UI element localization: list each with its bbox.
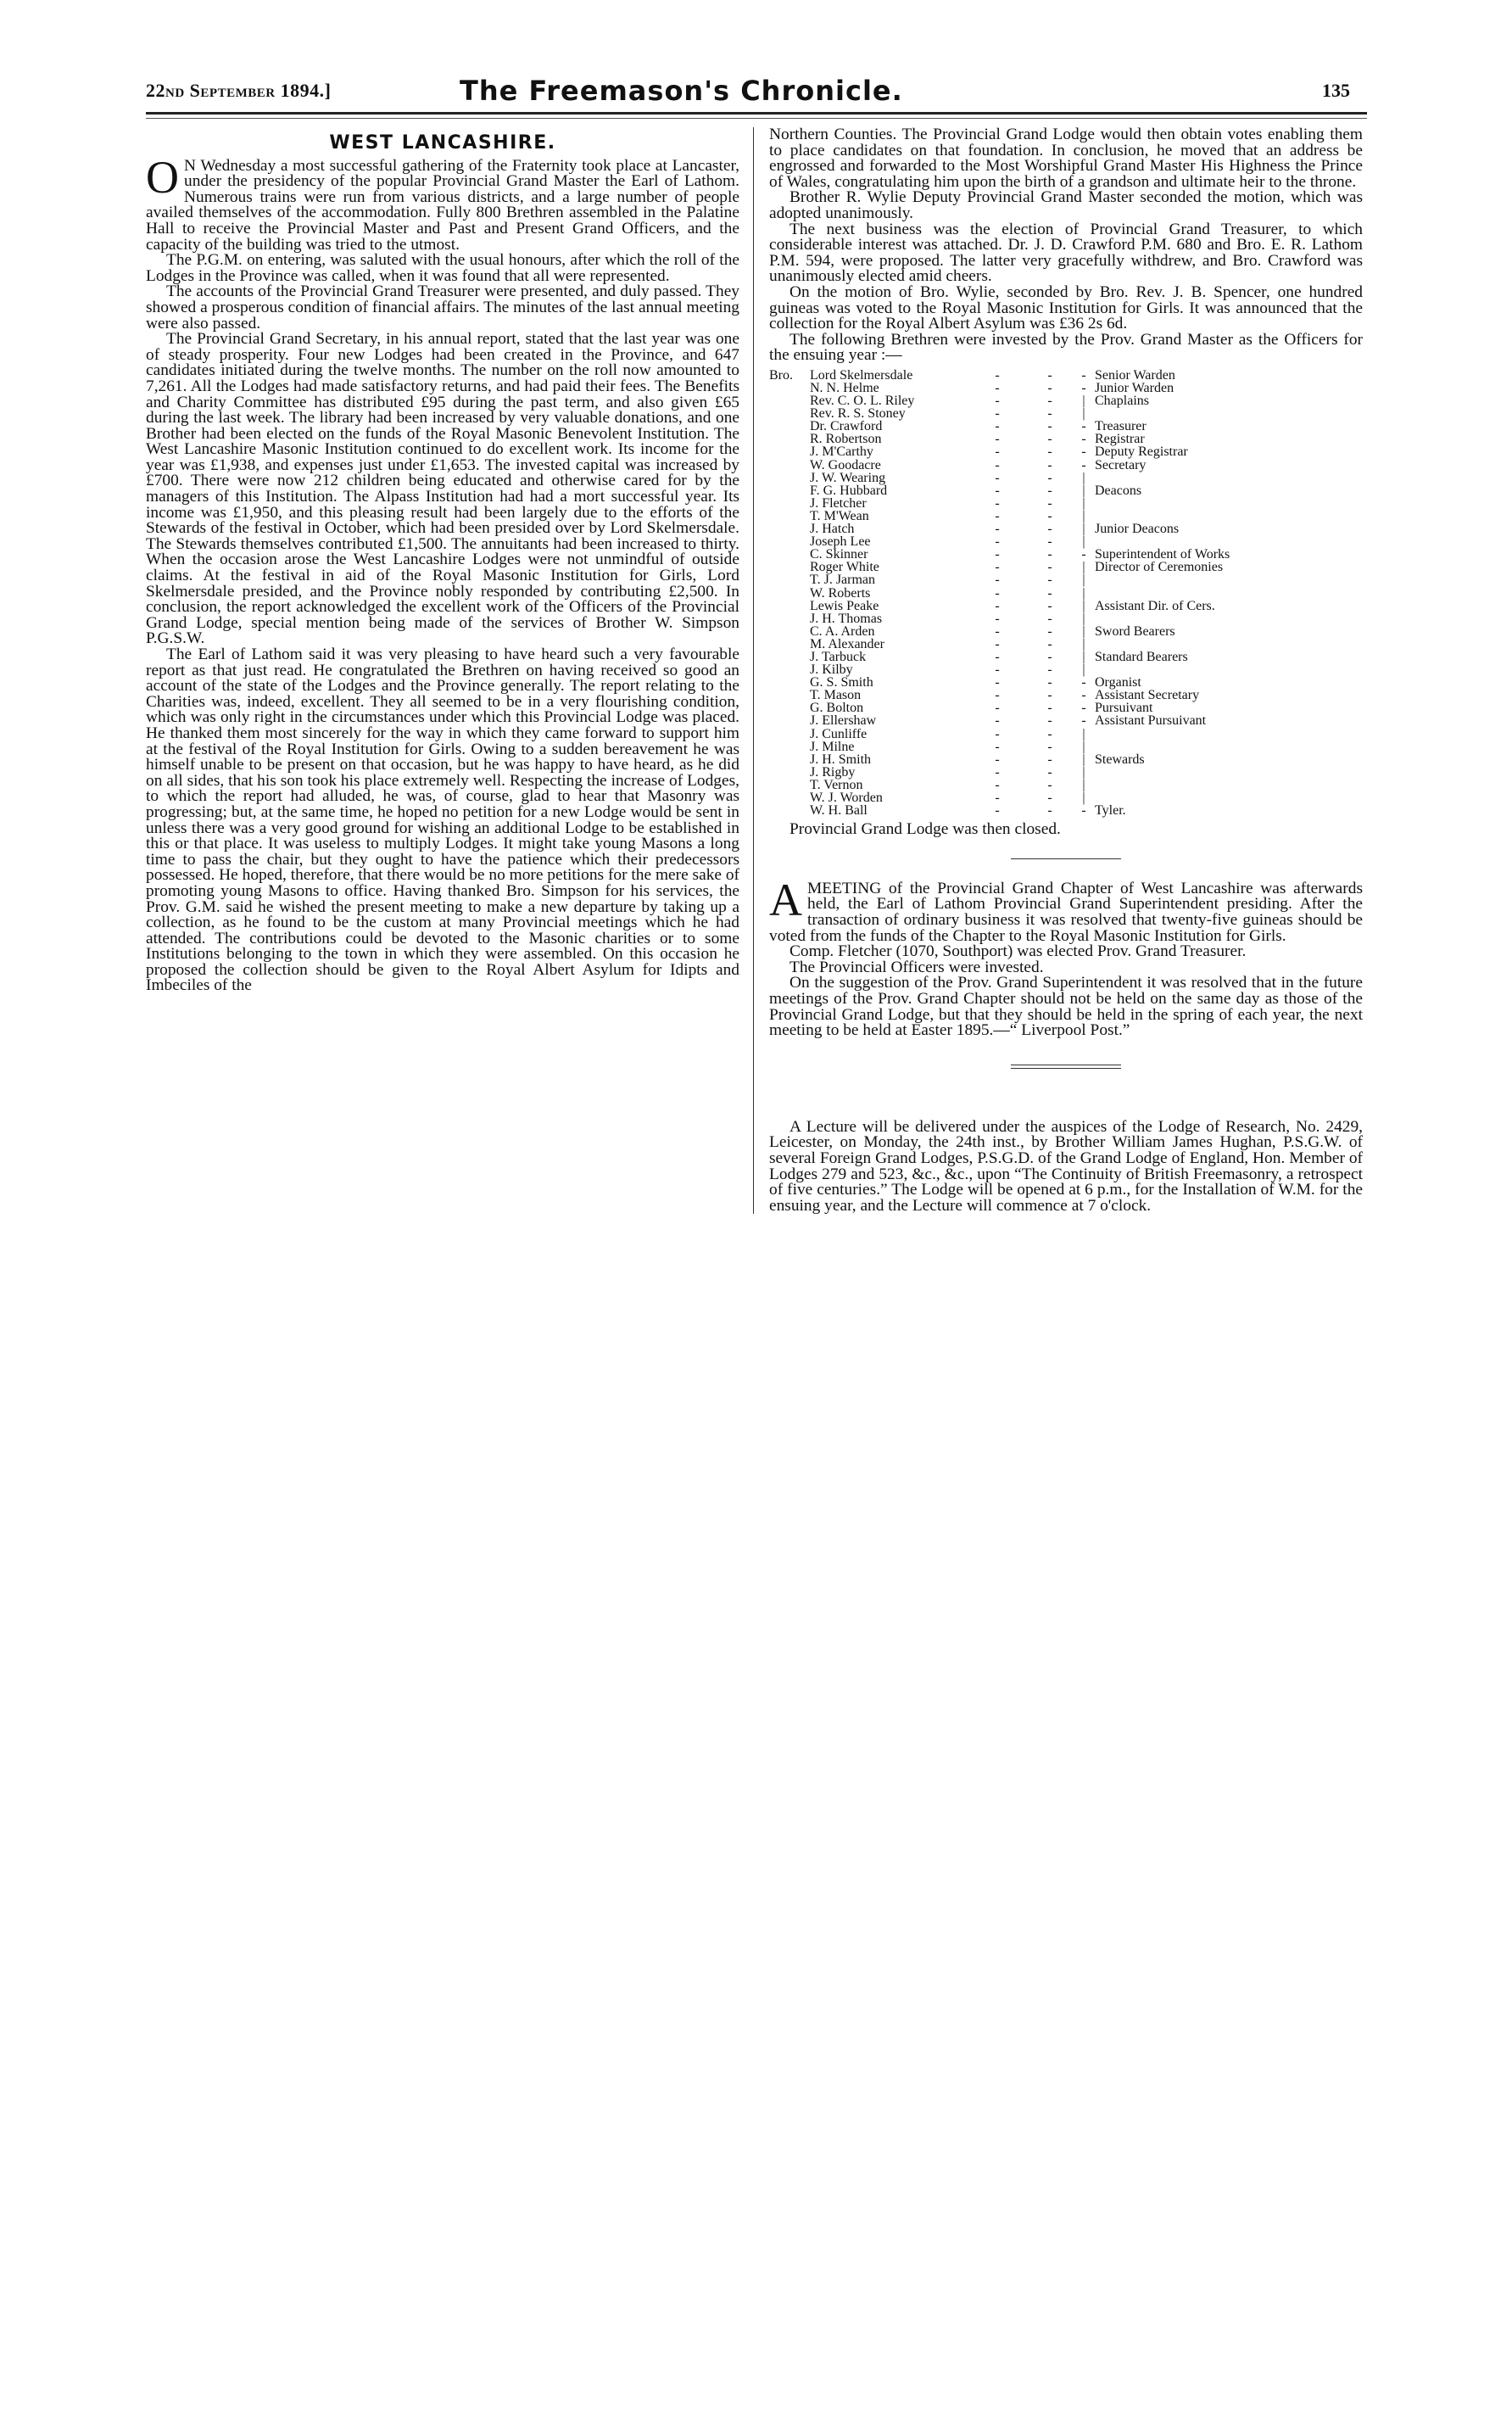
leader-dash: -: [1047, 444, 1052, 460]
chapter-first-paragraph: [769, 874, 1363, 945]
officer-prefix: [769, 587, 810, 600]
officer-row: [769, 407, 1363, 420]
brace-mark: -: [1081, 444, 1086, 460]
officer-row: [769, 804, 1363, 817]
officer-role: [1091, 497, 1363, 510]
publication-title: The Freemason's Chronicle.: [460, 75, 903, 107]
leader-dash: -: [995, 649, 1000, 664]
brace-mark: |: [1082, 777, 1085, 792]
leader-dash: -: [995, 585, 1000, 601]
officer-name: C. A. Arden: [810, 623, 875, 639]
officer-prefix: [769, 510, 810, 523]
officer-prefix: [769, 689, 810, 701]
officer-role: Assistant Secretary: [1095, 688, 1200, 703]
leader-dash: -: [1047, 791, 1052, 805]
brace-mark: -: [1081, 701, 1086, 716]
leader-dash: -: [1047, 713, 1052, 729]
officer-row: [769, 472, 1363, 484]
officer-name: F. G. Hubbard: [810, 483, 888, 498]
officer-name: J. Kilby: [810, 662, 853, 678]
leader-dash: -: [1047, 764, 1052, 780]
officer-prefix: [769, 728, 810, 741]
officer-row: [769, 625, 1363, 638]
leader-dash: -: [995, 739, 1000, 754]
officer-prefix: [769, 804, 810, 817]
officer-name: W. H. Ball: [810, 803, 868, 819]
article-paragraph: The accounts of the Provincial Grand Treasurer were presented, and duly passed. They showed a prosperous condition of financial affairs. The minutes of the last annual meeting were also passed.: [146, 282, 739, 333]
officer-prefix: [769, 779, 810, 791]
leader-dash: -: [1047, 701, 1052, 716]
leader-dash: -: [995, 726, 1000, 741]
officer-name: T. Vernon: [810, 777, 863, 792]
officer-row: [769, 651, 1363, 663]
officer-row: [769, 587, 1363, 600]
brace-mark: |: [1082, 508, 1085, 523]
officer-row: [769, 663, 1363, 676]
newspaper-page: [146, 75, 1367, 1214]
officer-prefix: [769, 394, 810, 407]
brace-mark: |: [1082, 726, 1085, 741]
leader-dash: -: [995, 623, 1000, 639]
officer-name: G. Bolton: [810, 701, 864, 716]
leader-dash: -: [995, 534, 1000, 550]
officer-prefix: [769, 791, 810, 804]
officer-prefix: [769, 714, 810, 727]
leader-dash: -: [1047, 432, 1052, 447]
leader-dash: -: [995, 688, 1000, 703]
brace-mark: |: [1082, 585, 1085, 601]
officer-role: Junior Deacons: [1095, 522, 1180, 537]
officer-row: [769, 433, 1363, 445]
brace-mark: -: [1081, 547, 1086, 562]
officer-role: [1091, 535, 1363, 548]
officer-row: [769, 766, 1363, 779]
leader-dash: -: [995, 803, 1000, 819]
officer-name: Dr. Crawford: [810, 419, 883, 434]
article-paragraph: The P.G.M. on entering, was saluted with the usual honours, after which the roll of the Lodges in the Province was called, when it was found that all were represented.: [146, 251, 739, 285]
officer-name: Lewis Peake: [810, 598, 879, 613]
leader-dash: -: [1047, 611, 1052, 626]
leader-dash: -: [995, 701, 1000, 716]
officer-name: T. M'Wean: [810, 508, 869, 523]
officer-row: [769, 600, 1363, 612]
officer-prefix: [769, 766, 810, 779]
officer-name: T. J. Jarman: [810, 573, 876, 588]
officer-name: R. Robertson: [810, 432, 882, 447]
officer-role: [1091, 791, 1363, 804]
article-paragraph: The next business was the election of Provincial Grand Treasurer, to which considerable interest was attached. Dr. J. D. Crawford P.M. 680 and Bro. E. R. Lathom P.M. 594, were proposed. The latter very gracefully withdrew, and Bro. Crawford was unanimously elected amid cheers.: [769, 220, 1363, 286]
leader-dash: -: [995, 508, 1000, 523]
officer-prefix: [769, 573, 810, 586]
officer-row: [769, 753, 1363, 766]
brace-mark: |: [1082, 739, 1085, 754]
lecture-notice: A Lecture will be delivered under the auspices of the Lodge of Research, No. 2429, Leicester, on Monday, the 24th inst., by Brother William James Hughan, P.S.G.W. of several Foreign Grand Lodges, P.S.G.D. of the Grand Lodge of England, Hon. Member of Lodges 279 and 523, &c., &c., upon “The Continuity of British Freemasonry, a retrospect of five centuries.” The Lodge will be opened at 6 p.m., for the Installation of W.M. for the ensuing year, and the Lecture will commence at 7 o'clock.: [769, 1117, 1363, 1215]
officer-row: [769, 523, 1363, 535]
leader-dash: -: [995, 444, 1000, 460]
drop-cap: A: [769, 874, 802, 925]
officer-row: [769, 420, 1363, 433]
officer-prefix: [769, 484, 810, 497]
officer-row: [769, 612, 1363, 625]
officer-name: J. Rigby: [810, 764, 856, 780]
leader-dash: -: [1047, 547, 1052, 562]
drop-cap: O: [146, 151, 179, 203]
leader-dash: -: [995, 598, 1000, 613]
leader-dash: -: [1047, 585, 1052, 601]
leader-dash: -: [1047, 573, 1052, 588]
article-headline: WEST LANCASHIRE.: [329, 132, 556, 154]
officer-row: [769, 561, 1363, 573]
officer-row: [769, 701, 1363, 714]
closing-line: Provincial Grand Lodge was then closed.: [789, 820, 1061, 839]
officer-role: Assistant Pursuivant: [1095, 713, 1207, 729]
officer-role: [1091, 573, 1363, 586]
brace-mark: |: [1082, 406, 1085, 422]
leader-dash: -: [995, 560, 1000, 575]
officer-prefix: [769, 612, 810, 625]
article-paragraph: The Earl of Lathom said it was very pleasing to have heard such a very favourable report as that just read. He congratulated the Brethren on having received so good an account of the state of the Lodges and the Province generally. The report relating to the Charities was, indeed, excellent. They all seemed to be in a very flourishing condition, which was only right in the circumstances under which this Provincial Lodge was placed. He thanked them most sincerely for the way in which they came forward to support him at the festival of the Royal Institution for Girls. Owing to a sudden bereavement he was himself unable to be present on that occasion, but he was happy to have heard, as he did on all sides, that his son took his place extremely well. Respecting the increase of Lodges, to which the report had alluded, he was, of course, glad to hear that Masonry was progressing; but, at the same time, he hoped no petition for a new Lodge would be sent in unless there was a very good ground for wishing an additional Lodge to be established in this or that place. It was useless to multiply Lodges. It might take young Masons a long time to pass the chair, but they ought to have the patience which their predecessors possessed. He hoped, therefore, that there would be no more petitions for the mere sake of promoting young Masons to office. Having thanked Bro. Simpson for his services, the Prov. G.M. said he wished the present meeting to make a new departure by taking up a collection, as he found to be the custom at many Provincial meetings which he had attended. The contributions could be devoted to the Masonic charities or to some Institutions belonging to the town in which they were assembled. On this occasion he proposed the collection should be given to the Royal Albert Asylum for Idipts and Imbeciles of the: [146, 646, 739, 995]
brace-mark: |: [1082, 483, 1085, 498]
officer-name: J. Fletcher: [810, 495, 867, 511]
leader-dash: -: [1047, 598, 1052, 613]
officer-name: Lord Skelmersdale: [810, 367, 913, 383]
leader-dash: -: [1047, 534, 1052, 550]
officer-role: Superintendent of Works: [1095, 547, 1230, 562]
leader-dash: -: [995, 573, 1000, 588]
officer-row: [769, 497, 1363, 510]
officer-row: [769, 382, 1363, 394]
officer-role: Standard Bearers: [1095, 649, 1188, 664]
brace-mark: |: [1082, 662, 1085, 678]
brace-mark: -: [1081, 419, 1086, 434]
officer-role: Chaplains: [1095, 394, 1149, 409]
brace-mark: -: [1081, 367, 1086, 383]
officer-row: [769, 689, 1363, 701]
brace-mark: -: [1081, 688, 1086, 703]
officer-name: Rev. C. O. L. Riley: [810, 394, 915, 409]
brace-mark: |: [1082, 649, 1085, 664]
leader-dash: -: [1047, 675, 1052, 690]
officer-role: Pursuivant: [1095, 701, 1153, 716]
officer-prefix: [769, 407, 810, 420]
officer-row: [769, 638, 1363, 651]
leader-dash: -: [1047, 636, 1052, 651]
officer-prefix: [769, 497, 810, 510]
chapter-paragraph: The Provincial Officers were invested.: [789, 958, 1044, 976]
officer-role: Deputy Registrar: [1095, 444, 1188, 460]
officer-name: W. J. Worden: [810, 791, 883, 805]
officer-row: [769, 484, 1363, 497]
officer-name: Joseph Lee: [810, 534, 871, 550]
officer-row: [769, 741, 1363, 753]
brace-mark: |: [1082, 534, 1085, 550]
officer-prefix: [769, 741, 810, 753]
leader-dash: -: [995, 636, 1000, 651]
officer-prefix: [769, 600, 810, 612]
leader-dash: -: [1047, 752, 1052, 767]
article-first-paragraph: [146, 151, 739, 254]
officer-role: [1091, 510, 1363, 523]
leader-dash: -: [1047, 777, 1052, 792]
officer-prefix: [769, 561, 810, 573]
officer-prefix: [769, 472, 810, 484]
officer-role: Deacons: [1095, 483, 1142, 498]
officer-name: J. H. Thomas: [810, 611, 883, 626]
officer-role: Junior Warden: [1095, 381, 1174, 395]
leader-dash: -: [995, 394, 1000, 409]
officer-prefix: [769, 523, 810, 535]
leader-dash: -: [1047, 470, 1052, 485]
leader-dash: -: [1047, 457, 1052, 472]
officer-role: [1091, 612, 1363, 625]
brace-mark: -: [1081, 381, 1086, 395]
leader-dash: -: [995, 675, 1000, 690]
brace-mark: |: [1082, 611, 1085, 626]
leader-dash: -: [1047, 419, 1052, 434]
leader-dash: -: [1047, 495, 1052, 511]
officer-role: [1091, 766, 1363, 779]
officer-name: J. M'Carthy: [810, 444, 873, 460]
brace-mark: |: [1082, 623, 1085, 639]
officer-row: [769, 791, 1363, 804]
officers-list: [769, 369, 1363, 817]
officer-row: [769, 394, 1363, 407]
leader-dash: -: [995, 457, 1000, 472]
leader-dash: -: [1047, 367, 1052, 383]
officer-row: [769, 369, 1363, 382]
masthead: [146, 75, 1367, 109]
leader-dash: -: [995, 483, 1000, 498]
officer-name: J. Milne: [810, 739, 855, 754]
officer-name: N. N. Helme: [810, 381, 879, 395]
brace-mark: |: [1082, 598, 1085, 613]
officer-name: J. W. Wearing: [810, 470, 886, 485]
leader-dash: -: [995, 791, 1000, 805]
officer-role: [1091, 638, 1363, 651]
brace-mark: |: [1082, 573, 1085, 588]
officer-role: Assistant Dir. of Cers.: [1095, 598, 1215, 613]
officer-prefix: [769, 535, 810, 548]
officer-name: W. Roberts: [810, 585, 871, 601]
leader-dash: -: [995, 662, 1000, 678]
leader-dash: -: [995, 367, 1000, 383]
leader-dash: -: [995, 381, 1000, 395]
article-paragraph: Brother R. Wylie Deputy Provincial Grand Master seconded the motion, which was adopted unanimously.: [769, 188, 1363, 222]
officer-prefix: Bro.: [769, 367, 793, 383]
masthead-rule: [146, 112, 1367, 119]
officer-role: Senior Warden: [1095, 367, 1175, 383]
right-column: [753, 127, 1363, 1214]
article-paragraph: The Provincial Grand Secretary, in his annual report, stated that the last year was one of steady prosperity. Four new Lodges had been created in the Province, and 647 candidates initiated during the twelve months. The number on the roll now amounted to 7,261. All the Lodges had made satisfactory returns, and had paid their fees. The Benefits and Charity Committee has distributed £95 during the past term, and also given £65 during the last week. The library had been increased by very valuable donations, and one Brother had been elected on the funds of the Royal Masonic Benevolent Institution. The West Lancashire Masonic Institution continued to do excellent work. Its income for the year was £1,938, and expenses just under £1,653. The invested capital was increased by £700. There were now 212 children being educated and otherwise cared for by the managers of this Institution. The Alpass Institution had had a mort successful year. Its income was £1,950, and this pleasing result had been largely due to the efforts of the Stewards of the festival in October, which had been presided over by Lord Skelmersdale. The Stewards themselves contributed £1,500. The annuitants had been increased to thirty. When the occasion arose the West Lancashire Lodges were not unmindful of outside claims. At the festival in aid of the Royal Masonic Institution for Girls, Lord Skelmersdale presided, and the Province nobly responded by contributing £2,500. In conclusion, the report acknowledged the excellent work of the Officers of the Provincial Grand Lodge, special mention being made of the services of Brother W. Simpson P.G.S.W.: [146, 330, 739, 648]
officer-prefix: [769, 676, 810, 689]
officer-name: T. Mason: [810, 688, 862, 703]
leader-dash: -: [995, 777, 1000, 792]
officer-role: Tyler.: [1095, 803, 1126, 819]
officer-prefix: [769, 445, 810, 458]
officer-role: [1091, 728, 1363, 741]
officer-prefix: [769, 433, 810, 445]
chapter-paragraph: On the suggestion of the Prov. Grand Superintendent it was resolved that in the future meetings of the Prov. Grand Chapter should not be held on the same day as those of the Provincial Grand Lodge, but that they should be held in the spring of each year, the next meeting to be held at Easter 1895.—“ Liverpool Post.”: [769, 974, 1363, 1040]
officer-role: [1091, 587, 1363, 600]
section-divider: [1011, 858, 1121, 859]
leader-dash: -: [1047, 522, 1052, 537]
officer-row: [769, 573, 1363, 586]
officer-role: Treasurer: [1095, 419, 1147, 434]
officer-row: [769, 714, 1363, 727]
officer-role: Director of Ceremonies: [1095, 560, 1224, 575]
leader-dash: -: [1047, 508, 1052, 523]
brace-mark: |: [1082, 522, 1085, 537]
officer-row: [769, 728, 1363, 741]
officer-row: [769, 445, 1363, 458]
columns: [146, 127, 1367, 1214]
leader-dash: -: [1047, 662, 1052, 678]
leader-dash: -: [1047, 623, 1052, 639]
officer-prefix: [769, 625, 810, 638]
brace-mark: -: [1081, 675, 1086, 690]
officer-prefix: [769, 548, 810, 561]
brace-mark: -: [1081, 803, 1086, 819]
leader-dash: -: [995, 432, 1000, 447]
leader-dash: -: [1047, 739, 1052, 754]
leader-dash: -: [1047, 381, 1052, 395]
officer-name: J. Tarbuck: [810, 649, 867, 664]
officer-role: [1091, 407, 1363, 420]
officer-prefix: [769, 638, 810, 651]
page-number: 135: [1322, 80, 1350, 101]
officer-prefix: [769, 420, 810, 433]
officer-name: Rev. R. S. Stoney: [810, 406, 906, 422]
officer-row: [769, 676, 1363, 689]
leader-dash: -: [1047, 688, 1052, 703]
officer-prefix: [769, 701, 810, 714]
leader-dash: -: [1047, 803, 1052, 819]
article-paragraph: The following Brethren were invested by the Prov. Grand Master as the Officers for the ensuing year :—: [769, 330, 1363, 365]
leader-dash: -: [1047, 483, 1052, 498]
leader-dash: -: [995, 495, 1000, 511]
chapter-first-text: MEETING of the Provincial Grand Chapter of West Lancashire was afterwards held, the Earl of Lathom Provincial Grand Superintendent presiding. After the transaction of ordinary business it was resolved that twenty-five guineas should be voted from the funds of the Chapter to the Royal Masonic Institution for Girls.: [769, 879, 1363, 945]
officer-row: [769, 779, 1363, 791]
officer-prefix: [769, 663, 810, 676]
leader-dash: -: [1047, 649, 1052, 664]
officer-name: J. Ellershaw: [810, 713, 877, 729]
leader-dash: -: [1047, 726, 1052, 741]
brace-mark: |: [1082, 470, 1085, 485]
officer-role: [1091, 741, 1363, 753]
brace-mark: |: [1082, 394, 1085, 409]
article-continuation: Northern Counties. The Provincial Grand Lodge would then obtain votes enabling them to place candidates on that foundation. In conclusion, he moved that an address be engrossed and forwarded to the Most Worshipful Grand Master His Highness the Prince of Wales, congratulating him upon the birth of a grandson and ultimate heir to the throne.: [769, 126, 1363, 191]
officer-role: Sword Bearers: [1095, 623, 1175, 639]
officer-prefix: [769, 651, 810, 663]
brace-mark: |: [1082, 495, 1085, 511]
left-column: [146, 127, 753, 1214]
officer-role: [1091, 779, 1363, 791]
brace-mark: -: [1081, 432, 1086, 447]
officer-name: J. H. Smith: [810, 752, 872, 767]
brace-mark: -: [1081, 457, 1086, 472]
leader-dash: -: [995, 470, 1000, 485]
officer-role: Registrar: [1095, 432, 1145, 447]
officer-role: Secretary: [1095, 457, 1147, 472]
brace-mark: |: [1082, 764, 1085, 780]
officer-name: C. Skinner: [810, 547, 868, 562]
section-divider-double: [1011, 1065, 1121, 1069]
officer-name: G. S. Smith: [810, 675, 873, 690]
leader-dash: -: [995, 752, 1000, 767]
leader-dash: -: [995, 522, 1000, 537]
officer-row: [769, 535, 1363, 548]
leader-dash: -: [995, 406, 1000, 422]
leader-dash: -: [995, 713, 1000, 729]
brace-mark: |: [1082, 791, 1085, 805]
leader-dash: -: [995, 611, 1000, 626]
officer-role: Stewards: [1095, 752, 1145, 767]
first-paragraph-text: N Wednesday a most successful gathering of the Fraternity took place at Lancaster, under the presidency of the popular Provincial Grand Master the Earl of Lathom. Numerous trains were run from various districts, and a large number of people availed themselves of the accommodation. Fully 800 Brethren assembled in the Palatine Hall to receive the Provincial Master and Past and Present Grand Officers, and the capacity of the building was tried to the utmost.: [146, 156, 739, 254]
brace-mark: |: [1082, 752, 1085, 767]
officer-row: [769, 459, 1363, 472]
chapter-paragraph: Comp. Fletcher (1070, Southport) was elected Prov. Grand Treasurer.: [789, 942, 1247, 961]
brace-mark: -: [1081, 713, 1086, 729]
officer-prefix: [769, 459, 810, 472]
officer-name: W. Goodacre: [810, 457, 881, 472]
issue-date: 22nd September 1894.]: [146, 80, 332, 101]
brace-mark: |: [1082, 560, 1085, 575]
officer-role: [1091, 663, 1363, 676]
officer-name: J. Cunliffe: [810, 726, 868, 741]
officer-prefix: [769, 753, 810, 766]
brace-mark: |: [1082, 636, 1085, 651]
leader-dash: -: [1047, 406, 1052, 422]
leader-dash: -: [995, 764, 1000, 780]
officer-name: J. Hatch: [810, 522, 855, 537]
article-paragraph: On the motion of Bro. Wylie, seconded by Bro. Rev. J. B. Spencer, one hundred guineas was voted to the Royal Masonic Institution for Girls. It was announced that the collection for the Royal Albert Asylum was £36 2s 6d.: [769, 282, 1363, 333]
officer-row: [769, 510, 1363, 523]
officer-row: [769, 548, 1363, 561]
leader-dash: -: [1047, 560, 1052, 575]
officer-role: [1091, 472, 1363, 484]
officer-role: Organist: [1095, 675, 1141, 690]
officer-name: M. Alexander: [810, 636, 884, 651]
leader-dash: -: [995, 547, 1000, 562]
leader-dash: -: [995, 419, 1000, 434]
leader-dash: -: [1047, 394, 1052, 409]
officer-name: Roger White: [810, 560, 879, 575]
officer-prefix: [769, 382, 810, 394]
